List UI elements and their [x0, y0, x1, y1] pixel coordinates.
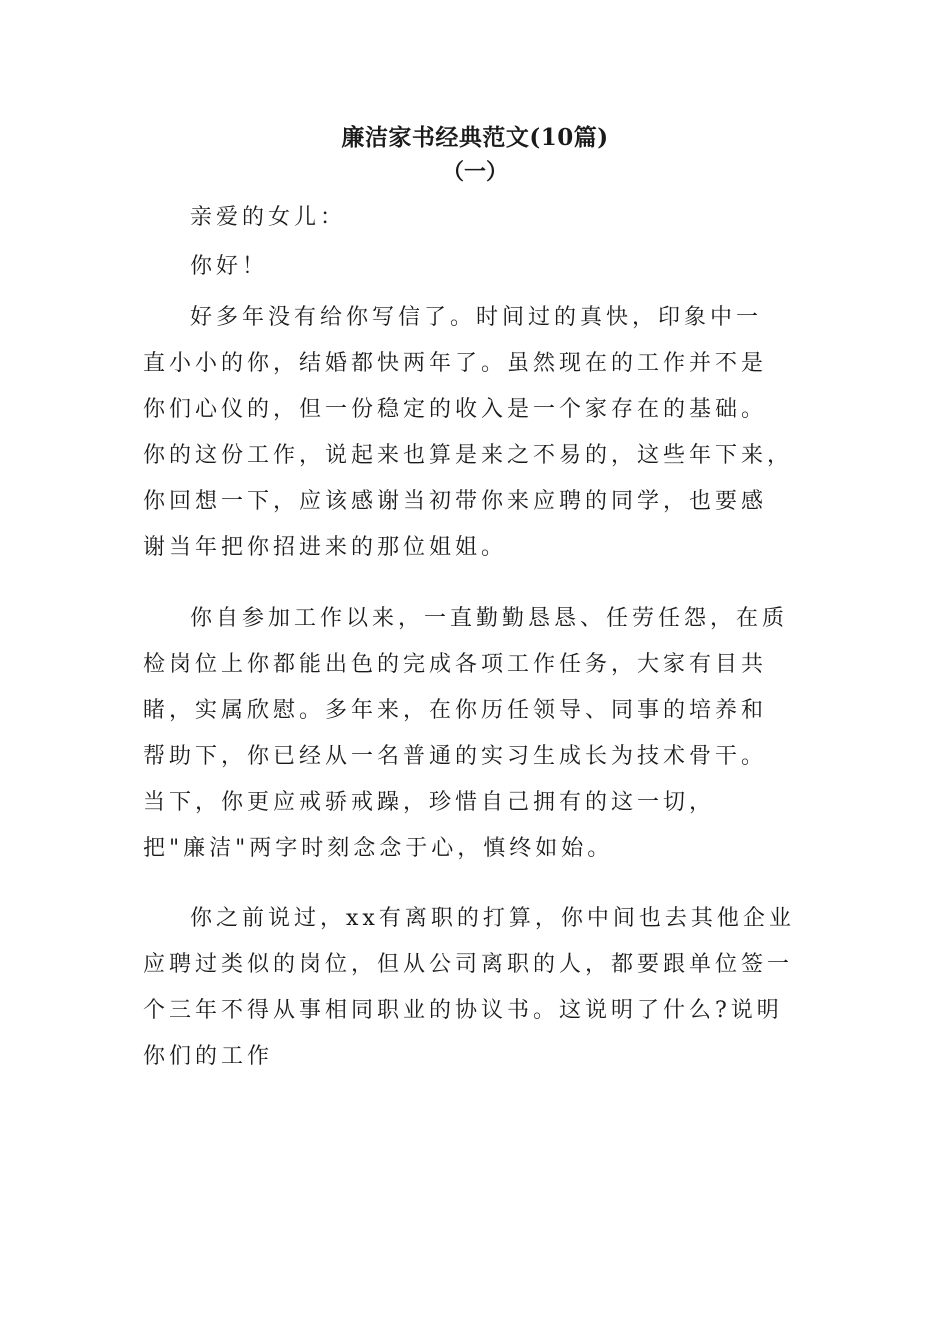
paragraph-line: 当下，你更应戒骄戒躁，珍惜自己拥有的这一切，	[143, 790, 716, 815]
paragraph-line: 谢当年把你招进来的那位姐姐。	[143, 535, 508, 560]
paragraph-line: 直小小的你，结婚都快两年了。虽然现在的工作并不是	[143, 351, 768, 376]
paragraph-line: 你之前说过，xx有离职的打算，你中间也去其他企业	[190, 906, 795, 931]
paragraph-line: 睹，实属欣慰。多年来，在你历任领导、同事的培养和	[143, 698, 768, 723]
document-title: 廉洁家书经典范文(10篇)	[341, 124, 609, 151]
salutation: 亲爱的女儿：	[190, 205, 347, 230]
paragraph-line: 你们心仪的，但一份稳定的收入是一个家存在的基础。	[143, 397, 768, 422]
paragraph-line: 你们的工作	[143, 1044, 274, 1069]
paragraph-line: 好多年没有给你写信了。时间过的真快，印象中一	[190, 305, 763, 330]
paragraph-line: 检岗位上你都能出色的完成各项工作任务，大家有目共	[143, 652, 768, 677]
paragraph-line: 你回想一下，应该感谢当初带你来应聘的同学，也要感	[143, 489, 768, 514]
paragraph-line: 你自参加工作以来，一直勤勤恳恳、任劳任怨，在质	[190, 606, 789, 631]
paragraph-line: 把"廉洁"两字时刻念念于心，慎终如始。	[143, 836, 614, 861]
paragraph-line: 帮助下，你已经从一名普通的实习生成长为技术骨干。	[143, 744, 768, 769]
paragraph-line: 应聘过类似的岗位，但从公司离职的人，都要跟单位签一	[143, 952, 794, 977]
greeting: 你好！	[190, 254, 269, 279]
paragraph-line: 个三年不得从事相同职业的协议书。这说明了什么?说明	[143, 998, 783, 1023]
paragraph-line: 你的这份工作，说起来也算是来之不易的，这些年下来，	[143, 443, 794, 468]
section-heading: （一）	[441, 159, 508, 185]
